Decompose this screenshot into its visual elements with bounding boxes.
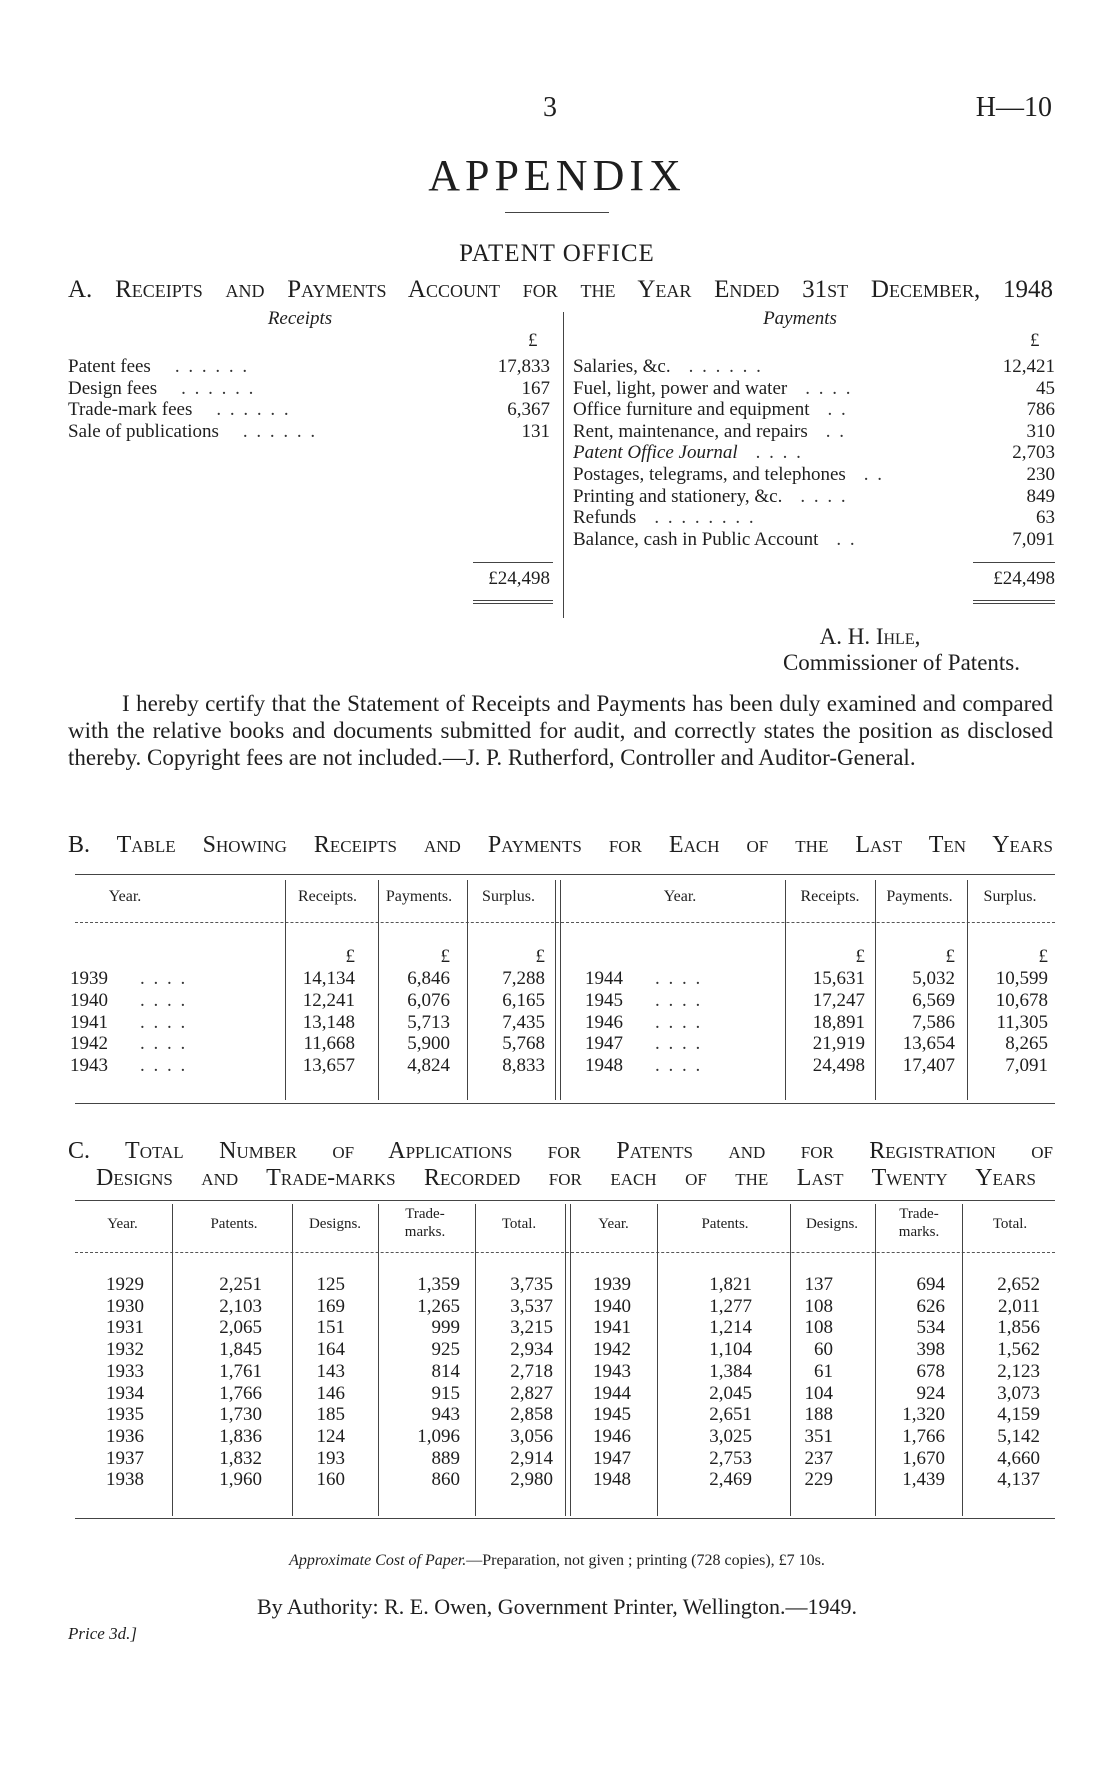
receipt-value: 167 <box>521 377 550 399</box>
receipt-value: 17,833 <box>497 356 550 377</box>
table-b-receipts: 13,657 <box>302 1055 355 1077</box>
table-c-patents: 1,766 <box>219 1382 262 1404</box>
receipt-leader-dots: . . . . . . <box>174 356 250 377</box>
table-c-header-total: Total. <box>501 1216 537 1232</box>
table-b-payments: 6,076 <box>407 989 450 1011</box>
table-b-leader-dots: . . . . <box>140 1011 188 1033</box>
table-c-year: 1934 <box>106 1382 144 1404</box>
receipt-label-text: Patent fees <box>68 356 151 377</box>
table-b-surplus: 6,165 <box>502 989 545 1011</box>
payment-label <box>573 486 993 508</box>
receipts-heading: Receipts <box>267 308 333 329</box>
payment-label-text: Fuel, light, power and water <box>573 377 788 399</box>
table-b-leader-dots: . . . . <box>655 1033 703 1055</box>
payment-leader-dots: . . . . <box>755 442 803 464</box>
table-c-patents: 1,821 <box>709 1274 752 1295</box>
table-c-total: 1,856 <box>997 1317 1040 1339</box>
table-c-total: 3,215 <box>510 1317 553 1339</box>
table-b-header-receipts: Receipts. <box>800 888 860 905</box>
table-b-leader-dots: . . . . <box>140 1055 188 1077</box>
table-c-year: 1948 <box>593 1469 631 1491</box>
table-c-header-designs: Designs. <box>805 1216 859 1232</box>
table-c-designs: 193 <box>316 1447 345 1469</box>
table-c-year: 1931 <box>106 1317 144 1339</box>
table-c-header-year: Year. <box>107 1216 138 1232</box>
table-b-leader-dots: . . . . <box>140 1033 188 1055</box>
table-c-patents: 1,384 <box>709 1360 752 1382</box>
table-c-trade-marks: 1,096 <box>417 1425 460 1447</box>
table-c-designs: 351 <box>804 1425 833 1447</box>
table-b-receipts: 11,668 <box>303 1033 355 1055</box>
table-c-trade-marks: 915 <box>431 1382 460 1404</box>
table-b-surplus: 10,599 <box>995 968 1048 989</box>
table-c-total: 4,137 <box>997 1469 1040 1491</box>
payment-label <box>573 378 993 400</box>
page-number: 3 <box>543 92 557 123</box>
table-b-surplus: 8,833 <box>502 1055 545 1077</box>
payment-label <box>573 442 993 464</box>
table-c-patents: 1,730 <box>219 1404 262 1426</box>
table-b-leader-dots: . . . . <box>140 968 188 989</box>
receipt-label <box>68 399 498 421</box>
table-c-header-patents: Patents. <box>701 1216 749 1232</box>
table-b-year: 1941 <box>70 1011 108 1033</box>
table-c-patents: 2,103 <box>219 1295 262 1317</box>
payments-total: £24,498 <box>993 568 1055 589</box>
payment-leader-dots: . . . . <box>800 485 848 507</box>
table-c-trade-marks: 924 <box>916 1382 945 1404</box>
payment-leader-dots: . . <box>827 399 848 421</box>
table-c-year: 1936 <box>106 1425 144 1447</box>
table-b-header-payments: Payments. <box>886 888 953 905</box>
payment-label-text: Postages, telegrams, and telephones <box>573 464 846 485</box>
table-c-header-trade-marks-line2: marks. <box>898 1224 940 1240</box>
table-c-designs: 104 <box>804 1382 833 1404</box>
table-b-surplus: 7,435 <box>502 1011 545 1033</box>
table-b-header-surplus: Surplus. <box>482 888 535 905</box>
table-c-designs: 164 <box>316 1339 345 1361</box>
payment-value: 230 <box>1026 464 1055 485</box>
table-c-designs: 125 <box>316 1274 345 1295</box>
table-c-header-trade-marks-line1: Trade- <box>405 1206 445 1222</box>
receipt-label-text: Sale of publications <box>68 420 219 442</box>
table-b-surplus: 7,288 <box>502 968 545 989</box>
table-c-designs: 169 <box>316 1295 345 1317</box>
table-c-trade-marks: 678 <box>916 1360 945 1382</box>
payments-total-underline <box>973 600 1055 601</box>
table-b-column-divider <box>555 880 556 1100</box>
table-c-patents: 1,845 <box>219 1339 262 1361</box>
payment-value: 786 <box>1026 399 1055 421</box>
table-b-year: 1940 <box>70 989 108 1011</box>
table-c-header-trade-marks-line2: marks. <box>404 1224 446 1240</box>
table-c-year: 1947 <box>593 1447 631 1469</box>
table-c-designs: 108 <box>804 1295 833 1317</box>
table-c-year: 1944 <box>593 1382 631 1404</box>
table-b-payments: 5,032 <box>912 968 955 989</box>
payment-leader-dots: . . <box>863 464 885 485</box>
table-c-year: 1942 <box>593 1339 631 1361</box>
receipts-total-underline <box>473 600 553 601</box>
table-c-trade-marks: 694 <box>916 1274 945 1295</box>
table-b-currency-payments: £ <box>945 946 955 967</box>
table-c-designs: 188 <box>804 1404 833 1426</box>
table-b-receipts: 14,134 <box>302 968 355 989</box>
table-c-year: 1941 <box>593 1317 631 1339</box>
table-c-total: 3,073 <box>997 1382 1040 1404</box>
section-b-title: B. Table Showing Receipts and Payments for Each of the Last Ten Years <box>68 832 1053 858</box>
receipts-total-rule <box>473 562 553 563</box>
table-c-year: 1938 <box>106 1469 144 1491</box>
table-b-year: 1948 <box>585 1055 623 1077</box>
table-b-currency-receipts: £ <box>855 946 865 967</box>
receipt-leader-dots: . . . . . . <box>242 420 318 442</box>
table-c-total: 2,827 <box>510 1382 553 1404</box>
receipt-label <box>68 378 498 400</box>
table-b-payments: 7,586 <box>912 1011 955 1033</box>
table-b-receipts: 18,891 <box>812 1011 865 1033</box>
table-b-surplus: 5,768 <box>502 1033 545 1055</box>
table-b-payments: 6,569 <box>912 989 955 1011</box>
payment-label <box>573 529 993 551</box>
table-c-trade-marks: 999 <box>431 1317 460 1339</box>
payment-value: 310 <box>1026 420 1055 442</box>
table-c-year: 1940 <box>593 1295 631 1317</box>
table-c-header-total: Total. <box>992 1216 1028 1232</box>
table-c-trade-marks: 626 <box>916 1295 945 1317</box>
payment-leader-dots: . . . . <box>805 377 853 399</box>
table-b-header-rule <box>75 922 1055 923</box>
table-c-patents: 1,832 <box>219 1447 262 1469</box>
table-c-patents: 3,025 <box>709 1425 752 1447</box>
payment-label-text: Printing and stationery, &c. <box>573 485 783 507</box>
office-heading: PATENT OFFICE <box>459 240 655 267</box>
table-c-designs: 237 <box>804 1447 833 1469</box>
table-b-header-surplus: Surplus. <box>983 888 1037 905</box>
table-b-payments: 5,900 <box>407 1033 450 1055</box>
table-c-patents: 2,651 <box>709 1404 752 1426</box>
section-c-title-line1: C. Total Number of Applications for Patents and for Registration of <box>68 1138 1053 1164</box>
payment-label <box>573 464 993 486</box>
table-c-year: 1943 <box>593 1360 631 1382</box>
table-c-patents: 1,104 <box>709 1339 752 1361</box>
table-c-trade-marks: 925 <box>431 1339 460 1361</box>
receipt-value: 6,367 <box>507 399 550 420</box>
table-b-header-payments: Payments. <box>385 888 453 905</box>
table-c-designs: 60 <box>814 1339 833 1361</box>
table-b-surplus: 8,265 <box>1005 1033 1048 1055</box>
table-c-trade-marks: 398 <box>916 1339 945 1361</box>
payment-label-text: Balance, cash in Public Account <box>573 528 819 550</box>
table-b-leader-dots: . . . . <box>140 989 188 1011</box>
receipts-currency: £ <box>528 330 538 351</box>
table-c-year: 1935 <box>106 1404 144 1426</box>
payment-label-text: Refunds <box>573 507 637 529</box>
table-c-year: 1929 <box>106 1274 144 1295</box>
table-c-year: 1939 <box>593 1274 631 1295</box>
receipt-value: 131 <box>521 420 550 442</box>
table-c-total: 3,735 <box>510 1274 553 1295</box>
appendix-heading: APPENDIX <box>428 151 686 200</box>
account-divider <box>563 312 564 618</box>
table-c-year: 1937 <box>106 1447 144 1469</box>
table-b-year: 1945 <box>585 989 623 1011</box>
table-c-designs: 146 <box>316 1382 345 1404</box>
table-c-designs: 185 <box>316 1404 345 1426</box>
payment-label-text: Salaries, &c. <box>573 356 671 377</box>
table-c-patents: 2,065 <box>219 1317 262 1339</box>
payment-label-text: Rent, maintenance, and repairs <box>573 420 808 442</box>
receipt-label <box>68 421 498 443</box>
table-b-payments: 17,407 <box>902 1055 955 1077</box>
payments-total-rule <box>973 562 1055 563</box>
table-c-trade-marks: 860 <box>431 1469 460 1491</box>
table-c-patents: 1,214 <box>709 1317 752 1339</box>
table-c-total: 3,056 <box>510 1425 553 1447</box>
signer-title: Commissioner of Patents. <box>782 650 1020 675</box>
table-c-total: 3,537 <box>510 1295 553 1317</box>
table-c-header-designs: Designs. <box>308 1216 362 1232</box>
section-c-title-line2: Designs and Trade-marks Recorded for each of the Last Twenty Years <box>96 1165 1036 1191</box>
payment-label <box>573 356 993 378</box>
table-c-trade-marks: 1,670 <box>902 1447 945 1469</box>
payment-label <box>573 399 993 421</box>
payment-leader-dots: . . <box>836 528 857 550</box>
table-b-payments: 6,846 <box>407 968 450 989</box>
table-c-patents: 2,469 <box>709 1469 752 1491</box>
table-c-year: 1945 <box>593 1404 631 1426</box>
table-b-year: 1943 <box>70 1055 108 1077</box>
table-c-patents: 2,251 <box>219 1274 262 1295</box>
table-c-header-patents: Patents. <box>210 1216 258 1232</box>
table-c-total: 2,652 <box>997 1274 1040 1295</box>
table-c-trade-marks: 943 <box>431 1404 460 1426</box>
table-c-trade-marks: 1,320 <box>902 1404 945 1426</box>
table-b-leader-dots: . . . . <box>655 1011 703 1033</box>
table-c-trade-marks: 814 <box>431 1360 460 1382</box>
table-c-patents: 2,753 <box>709 1447 752 1469</box>
table-c-designs: 160 <box>316 1469 345 1491</box>
table-c-patents: 1,836 <box>219 1425 262 1447</box>
table-c-trade-marks: 534 <box>916 1317 945 1339</box>
table-b-surplus: 10,678 <box>995 989 1048 1011</box>
receipts-total-underline-2 <box>473 603 553 604</box>
table-c-designs: 137 <box>804 1274 833 1295</box>
receipt-leader-dots: . . . . . . <box>181 377 256 399</box>
table-b-currency-receipts: £ <box>345 946 355 967</box>
table-c-total: 2,123 <box>997 1360 1040 1382</box>
table-b-leader-dots: . . . . <box>655 1055 703 1077</box>
table-c-column-divider <box>570 1204 571 1516</box>
payment-leader-dots: . . . . . . . . <box>654 507 756 529</box>
table-b-payments: 5,713 <box>407 1011 450 1033</box>
payments-heading: Payments <box>763 308 837 329</box>
table-c-year: 1933 <box>106 1360 144 1382</box>
table-c-designs: 124 <box>316 1425 345 1447</box>
table-c-total: 2,980 <box>510 1469 553 1491</box>
table-b-receipts: 24,498 <box>812 1055 865 1077</box>
receipt-label-text: Trade-mark fees <box>68 399 193 420</box>
table-c-header-year: Year. <box>598 1216 629 1232</box>
table-c-patents: 1,277 <box>709 1295 752 1317</box>
heading-rule <box>505 212 609 213</box>
table-c-trade-marks: 1,439 <box>902 1469 945 1491</box>
table-b-currency-surplus: £ <box>535 946 545 967</box>
table-c-trade-marks: 1,766 <box>902 1425 945 1447</box>
table-c-total: 4,159 <box>997 1404 1040 1426</box>
table-b-surplus: 7,091 <box>1005 1055 1048 1077</box>
table-c-trade-marks: 889 <box>431 1447 460 1469</box>
table-b-bottom-rule <box>75 1103 1055 1104</box>
payment-value: 849 <box>1026 485 1055 507</box>
table-b-surplus: 11,305 <box>996 1011 1048 1033</box>
table-b-column-divider <box>560 880 561 1100</box>
table-c-total: 2,011 <box>997 1295 1040 1317</box>
payments-currency: £ <box>1030 330 1040 351</box>
payments-total-underline-2 <box>973 603 1055 604</box>
table-c-trade-marks: 1,359 <box>417 1274 460 1295</box>
table-b-year: 1942 <box>70 1033 108 1055</box>
table-c-year: 1932 <box>106 1339 144 1361</box>
table-b-receipts: 17,247 <box>812 989 865 1011</box>
table-c-patents: 2,045 <box>709 1382 752 1404</box>
section-a-title: A. Receipts and Payments Account for the Year Ended 31st December, 1948 <box>68 276 1053 303</box>
payment-label-text: Office furniture and equipment <box>573 399 810 421</box>
table-c-patents: 1,960 <box>219 1469 262 1491</box>
table-b-header-year: Year. <box>663 888 697 905</box>
receipt-label <box>68 356 498 378</box>
table-c-designs: 229 <box>804 1469 833 1491</box>
table-c-total: 5,142 <box>997 1425 1040 1447</box>
table-c-total: 2,858 <box>510 1404 553 1426</box>
table-b-year: 1944 <box>585 968 623 989</box>
signer-name: A. H. Ihle, <box>819 624 921 649</box>
receipt-label-text: Design fees <box>68 377 158 399</box>
audit-certificate: I hereby certify that the Statement of Receipts and Payments has been duly examined and compared with the relative books and documents submitted for audit, and correctly states the position as disclosed thereby. Copyright fees are not included.—J. P. Rutherford, Controller and Auditor-General. <box>68 691 1053 770</box>
table-b-top-rule <box>75 874 1055 875</box>
table-b-year: 1939 <box>70 968 108 989</box>
receipts-total: £24,498 <box>488 568 550 589</box>
table-b-currency-payments: £ <box>440 946 450 967</box>
payment-value: 7,091 <box>1012 528 1055 550</box>
document-reference: H—10 <box>975 92 1052 123</box>
printer-authority: By Authority: R. E. Owen, Government Printer, Wellington.—1949. <box>256 1594 858 1619</box>
table-c-bottom-rule <box>75 1518 1055 1519</box>
table-c-year: 1946 <box>593 1425 631 1447</box>
payment-value: 63 <box>1036 507 1055 529</box>
table-c-total: 1,562 <box>997 1339 1040 1361</box>
cost-text: —Preparation, not given ; printing (728 copies), £7 10s. <box>466 1552 825 1569</box>
table-c-total: 2,914 <box>510 1447 553 1469</box>
payment-label-text: Patent Office Journal <box>573 442 738 464</box>
table-c-designs: 61 <box>814 1360 833 1382</box>
table-c-total: 2,934 <box>510 1339 553 1361</box>
table-c-designs: 108 <box>804 1317 833 1339</box>
table-b-leader-dots: . . . . <box>655 989 703 1011</box>
price: Price 3d.] <box>68 1624 137 1643</box>
table-b-payments: 13,654 <box>902 1033 955 1055</box>
cost-of-paper <box>0 1552 1114 1570</box>
payment-label <box>573 421 993 443</box>
receipt-leader-dots: . . . . . . <box>216 399 291 420</box>
table-c-total: 4,660 <box>997 1447 1040 1469</box>
payment-leader-dots: . . . . . . <box>688 356 763 377</box>
table-b-receipts: 15,631 <box>812 968 865 989</box>
table-c-trade-marks: 1,265 <box>417 1295 460 1317</box>
table-c-header-trade-marks-line1: Trade- <box>899 1206 939 1222</box>
table-b-year: 1947 <box>585 1033 623 1055</box>
table-b-header-receipts: Receipts. <box>297 888 358 905</box>
table-b-receipts: 13,148 <box>302 1011 355 1033</box>
payment-value: 45 <box>1036 377 1055 399</box>
table-b-currency-surplus: £ <box>1038 946 1048 967</box>
table-c-patents: 1,761 <box>219 1360 262 1382</box>
cost-label: Approximate Cost of Paper. <box>289 1552 467 1569</box>
table-c-designs: 151 <box>316 1317 345 1339</box>
payment-label <box>573 507 993 529</box>
table-c-column-divider <box>565 1204 566 1516</box>
table-c-designs: 143 <box>316 1360 345 1382</box>
table-b-year: 1946 <box>585 1011 623 1033</box>
payment-value: 12,421 <box>1002 356 1055 377</box>
table-b-receipts: 21,919 <box>812 1033 865 1055</box>
payment-leader-dots: . . <box>825 420 847 442</box>
table-b-payments: 4,824 <box>407 1055 450 1077</box>
table-c-year: 1930 <box>106 1295 144 1317</box>
table-c-top-rule <box>75 1200 1055 1201</box>
table-b-leader-dots: . . . . <box>655 968 703 989</box>
payment-value: 2,703 <box>1012 442 1055 464</box>
table-c-total: 2,718 <box>510 1360 553 1382</box>
table-b-header-year: Year. <box>108 888 142 905</box>
table-b-receipts: 12,241 <box>302 989 355 1011</box>
